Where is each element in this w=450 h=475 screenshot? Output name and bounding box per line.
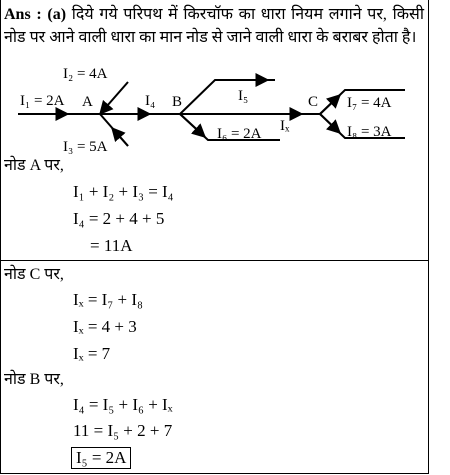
node-b-eq1: I₄ = I₅ + I₆ + Iₓ: [73, 395, 173, 414]
wire-i5: [180, 80, 275, 114]
node-c-eq1: Iₓ = I₇ + I₈: [73, 290, 143, 309]
node-b-eq2: 11 = I₅ + 2 + 7: [73, 421, 173, 440]
arrow-i3: [112, 128, 128, 146]
node-c-heading: नोड C पर,: [4, 266, 64, 283]
label-i2: I₂ = 4A: [63, 66, 108, 82]
node-label-c: C: [308, 94, 319, 110]
label-i6: I₆ = 2A: [217, 126, 262, 142]
node-a-heading: नोड A पर,: [4, 157, 64, 174]
label-ix: Iₓ: [280, 118, 290, 134]
intro-text: दिये गये परिपथ में किरचॉफ का धारा नियम लगाने पर, किसी नोड पर आने वाली धारा का मान नोड से जाने वाली धारा के बराबर होता है।: [4, 6, 424, 46]
node-a-eq2: I₄ = 2 + 4 + 5: [73, 209, 165, 228]
node-label-a: A: [82, 94, 93, 110]
wire-i2: [100, 82, 128, 114]
node-a-eq3: = 11A: [90, 236, 133, 255]
section-divider: [0, 260, 429, 261]
node-b-final-answer: I₅ = 2A: [71, 447, 131, 469]
label-i8: I₈ = 3A: [347, 124, 392, 140]
label-i4: I₄: [145, 93, 156, 109]
label-i3: I₃ = 5A: [63, 139, 108, 155]
node-label-b: B: [172, 94, 183, 110]
node-c-eq3: Iₓ = 7: [73, 344, 111, 363]
node-c-eq2: Iₓ = 4 + 3: [73, 317, 137, 336]
answer-label: Ans : (a): [4, 6, 67, 23]
label-i1: I₁ = 2A: [20, 93, 65, 109]
arrow-i8: [320, 114, 340, 133]
label-i7: I₇ = 4A: [347, 95, 392, 111]
node-b-heading: नोड B पर,: [4, 371, 64, 388]
label-i5: I₅: [238, 88, 249, 104]
intro-paragraph: [4, 3, 424, 49]
node-a-eq1: I₁ + I₂ + I₃ = I₄: [73, 182, 174, 201]
circuit-diagram: [0, 60, 429, 155]
arrow-i6: [180, 114, 205, 137]
arrow-i7: [320, 95, 340, 114]
